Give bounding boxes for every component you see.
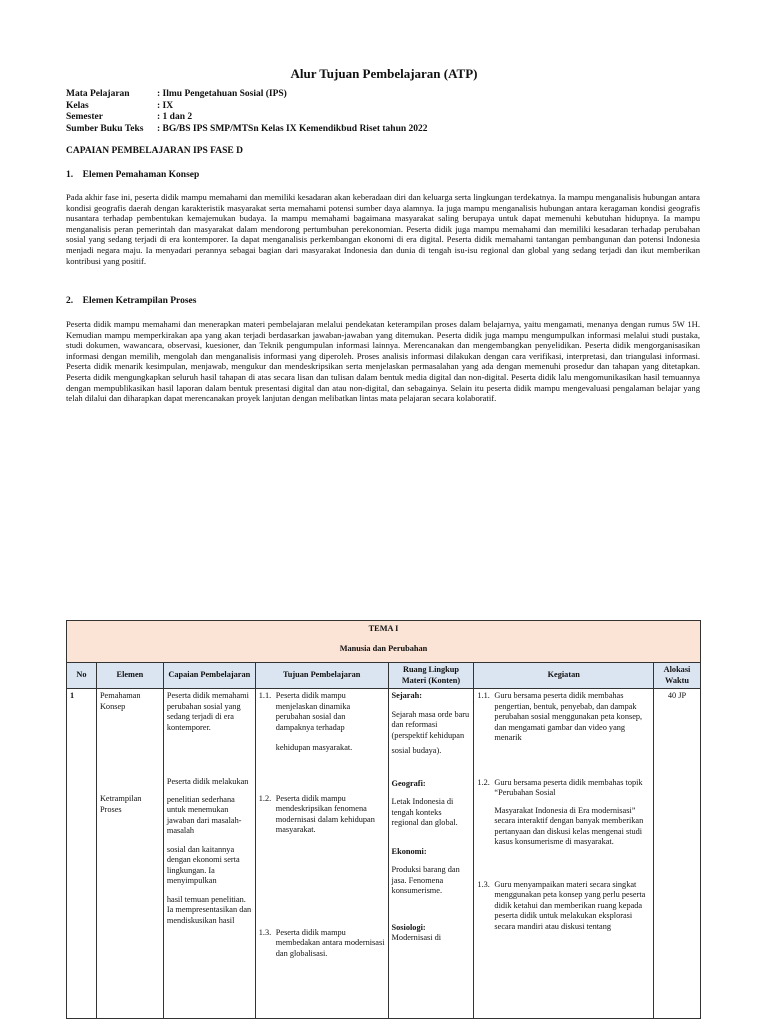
- col-header-elemen: Elemen: [96, 663, 163, 689]
- materi-text: Letak Indonesia di tengah konteks regional dan global.: [391, 797, 458, 827]
- atp-table: [66, 620, 701, 1019]
- element1-heading: 1. Elemen Pemahaman Konsep: [66, 170, 200, 180]
- materi-label-geografi: Geografi:: [391, 778, 426, 788]
- materi-label-sosiologi: Sosiologi:: [391, 922, 426, 932]
- meta-key: Sumber Buku Teks: [66, 123, 144, 134]
- elemen-pemahaman: Pemahaman Konsep: [99, 691, 141, 711]
- tujuan-item: [259, 928, 385, 960]
- theme-label: TEMA I: [368, 624, 399, 633]
- kegiatan-text: Guru bersama peserta didik membahas pengertian, bentuk, penyebab, dan dampak perubahan sosial menggunakan peta konsep, dan mengamati gambar dan video yang menarik: [494, 691, 643, 742]
- materi-text: Produksi barang dan jasa. Fenomena konsumerisme.: [391, 865, 460, 895]
- meta-value: : Ilmu Pengetahuan Sosial (IPS): [157, 89, 287, 99]
- capaian-text-2a: Peserta didik melakukan: [166, 777, 249, 786]
- kegiatan-number: 1.3.: [477, 879, 490, 889]
- metadata-block: [66, 89, 428, 135]
- col-header-kegiatan: Kegiatan: [474, 663, 654, 689]
- kegiatan-text: Guru menyampaikan materi secara singkat menggunakan peta konsep yang perlu peserta didik ketahui dan memberikan ruang kepada peserta didik untuk melakukan eksplorasi secara mandiri atau diskusi tentang: [494, 879, 646, 931]
- element2-heading: 2. Elemen Ketrampilan Proses: [66, 296, 197, 306]
- materi-text: sosial budaya).: [391, 746, 442, 755]
- row-number: 1: [67, 689, 97, 1019]
- table-row: [67, 689, 701, 1019]
- col-header-capaian: Capaian Pembelajaran: [163, 663, 255, 689]
- meta-key: Mata Pelajaran: [66, 89, 130, 99]
- meta-row: [66, 89, 428, 101]
- kegiatan-number: 1.2.: [477, 777, 490, 787]
- tujuan-item: [259, 691, 385, 733]
- materi-text: Modernisasi di: [391, 933, 442, 942]
- materi-label-sejarah: Sejarah:: [391, 691, 422, 700]
- materi-label-ekonomi: Ekonomi:: [391, 846, 427, 856]
- tujuan-item: [259, 794, 385, 836]
- alokasi-cell: 40 JP: [654, 689, 701, 1019]
- theme-title: Manusia dan Perubahan: [339, 643, 428, 653]
- ruang-lingkup-cell: [388, 689, 474, 1019]
- elemen-cell: [96, 689, 163, 1019]
- meta-key: Kelas: [66, 100, 89, 111]
- kegiatan-text: Masyarakat Indonesia di Era modernisasi” secara interaktif dengan banyak memberikan pertanyaan dan diskusi kelas mengenai studi kasus konsumerisme di masyarakat.: [494, 805, 644, 846]
- element1-paragraph: Pada akhir fase ini, peserta didik mampu memahami dan memiliki kesadaran akan keberadaan diri dan keluarga serta lingkungan terdekatnya. Ia mampu menganalisis hubungan antara kondisi geografis daerah dengan karakteristik masyarakat serta memahami potensi sumber daya alamnya. Ia juga mampu menganalisis hubungan antara keragaman kondisi geografis nusantara terhadap pembentukan kemajemukan budaya. Ia mampu memahami bagaimana masyarakat saling berupaya untuk dapat memenuhi kebutuhan hidupnya. Ia mampu menganalisis peran pemerintah dan masyarakat dalam mendorong pertumbuhan perekonomian. Peserta didik juga mampu memahami dan memiliki kesadaran terhadap perubahan sosial yang sedang terjadi di era kontemporer. Ia dapat menganalisis perkembangan ekonomi di era digital. Peserta didik memahami tantangan pembangunan dan potensi Indonesia menjadi negara maju. Ia menyadari perannya sebagai bagian dari masyarakat Indonesia dan dunia di tengah isu-isu regional dan global yang sedang terjadi dan ikut memberikan kontribusi yang positif.: [66, 192, 700, 266]
- capaian-text-2d: hasil temuan penelitian. Ia mempresentasikan dan mendiskusikan hasil: [166, 894, 252, 925]
- document-title: Alur Tujuan Pembelajaran (ATP): [290, 66, 478, 81]
- meta-value: : IX: [157, 100, 174, 111]
- section-heading: CAPAIAN PEMBELAJARAN IPS FASE D: [66, 146, 243, 156]
- col-header-tujuan: Tujuan Pembelajaran: [255, 663, 388, 689]
- kegiatan-cell: [474, 689, 654, 1019]
- tujuan-text: Peserta didik mampu menjelaskan dinamika perubahan sosial dan dampaknya terhadap: [275, 691, 351, 732]
- capaian-text-2c: sosial dan kaitannya dengan ekonomi serta lingkungan. Ia menyimpulkan: [166, 844, 240, 885]
- tujuan-number: 1.2.: [258, 793, 272, 803]
- tujuan-text: kehidupan masyarakat.: [275, 743, 353, 752]
- meta-row: [66, 101, 428, 113]
- meta-value: : 1 dan 2: [157, 112, 193, 122]
- elemen-ketrampilan: Ketrampilan Proses: [99, 794, 142, 814]
- tujuan-number: 1.3.: [258, 927, 272, 937]
- meta-value: : BG/BS IPS SMP/MTSn Kelas IX Kemendikbud Riset tahun 2022: [157, 123, 428, 134]
- col-header-no: No: [67, 663, 97, 689]
- tujuan-number: 1.1.: [258, 691, 272, 700]
- theme-header: [67, 621, 701, 663]
- meta-row: [66, 112, 428, 124]
- meta-key: Semester: [66, 112, 103, 122]
- capaian-text-1: Peserta didik memahami perubahan sosial yang sedang terjadi di era kontemporer.: [166, 691, 249, 732]
- tujuan-cell: [255, 689, 388, 1019]
- capaian-text-2b: penelitian sederhana untuk menemukan jawaban dari masalah-masalah: [166, 794, 242, 835]
- meta-row: [66, 124, 428, 136]
- col-header-ruang-lingkup: Ruang Lingkup Materi (Konten): [388, 663, 474, 689]
- kegiatan-item: [477, 880, 650, 933]
- element2-paragraph: Peserta didik mampu memahami dan menerapkan materi pembelajaran melalui pendekatan keterampilan proses dalam belajarnya, yaitu mengamati, menanya dengan rumus 5W 1H. Kemudian mampu memperkirakan apa yang akan terjadi berdasarkan jawaban-jawaban yang ditemukan. Peserta didik juga mampu mengumpulkan informasi melalui studi pustaka, studi dokumen, wawancara, observasi, kuesioner, dan Teknik pengumpulan informasi lainnya. Merencanakan dan mengembangkan penyelidikan. Peserta didik mengorganisasikan informasi dengan memilih, mengolah dan menganalisis informasi yang diperoleh. Proses analisis informasi dilakukan dengan cara verifikasi, interpretasi, dan triangulasi informasi. Peserta didik menarik kesimpulan, menjawab, mengukur dan mendeskripsikan serta menjelaskan permasalahan yang ada dengan memenuhi prosedur dan tahapan yang ditetapkan. Peserta didik mengungkapkan seluruh hasil tahapan di atas secara lisan dan tulisan dalam bentuk media digital dan non-digital. Peserta didik lalu mengomunikasikan hasil temuannya dengan mempublikasikan hasil laporan dalam bentuk presentasi digital dan atau non-digital, dan sebagainya. Selain itu peserta didik mampu mengevaluasi pengalaman belajar yang telah dilalui dan diharapkan dapat merencanakan proyek lanjutan dengan melibatkan lintas mata pelajaran secara kolaboratif.: [66, 319, 700, 404]
- tujuan-text: Peserta didik mampu membedakan antara modernisasi dan globalisasi.: [275, 927, 385, 958]
- materi-text: Sejarah masa orde baru dan reformasi (perspektif kehidupan: [391, 709, 470, 740]
- tujuan-text: Peserta didik mampu mendeskripsikan fenomena modernisasi dalam kehidupan masyarakat.: [275, 793, 375, 834]
- kegiatan-item: [477, 691, 650, 744]
- kegiatan-item: [477, 778, 650, 799]
- capaian-cell: [163, 689, 255, 1019]
- kegiatan-number: 1.1.: [477, 691, 490, 700]
- kegiatan-text: Guru bersama peserta didik membahas topik “Perubahan Sosial: [494, 777, 643, 797]
- col-header-alokasi: Alokasi Waktu: [654, 663, 701, 689]
